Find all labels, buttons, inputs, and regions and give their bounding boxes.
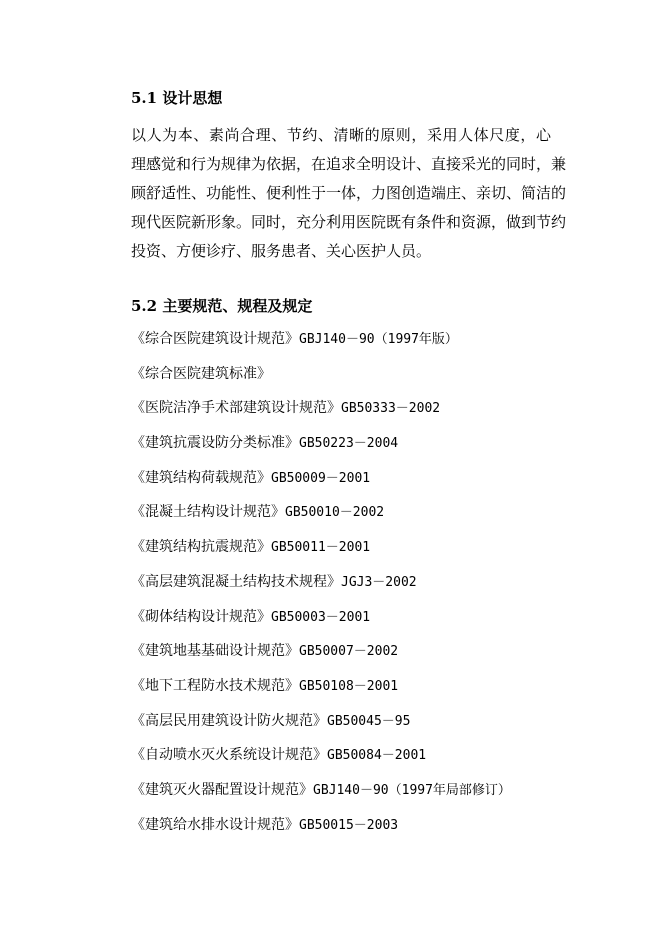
standard-name: 《高层民用建筑设计防火规范》 — [131, 712, 327, 729]
standard-name: 《建筑给水排水设计规范》 — [131, 816, 299, 833]
standard-item — [131, 780, 511, 815]
standard-name: 《建筑抗震设防分类标准》 — [131, 435, 299, 452]
standard-name: 《建筑结构荷载规范》 — [131, 469, 271, 486]
standard-item — [131, 815, 511, 850]
standard-name: 《高层建筑混凝土结构技术规程》 — [131, 573, 341, 590]
standard-code: GB50223－2004 — [299, 436, 399, 452]
standard-code: GB50333－2002 — [341, 401, 441, 417]
standard-item — [131, 676, 511, 711]
paragraph-line: 投资、方便诊疗、服务患者、关心医护人员。 — [131, 242, 432, 260]
standard-name: 《建筑灭火器配置设计规范》 — [131, 781, 313, 798]
standard-item — [131, 641, 511, 676]
standard-item — [131, 572, 511, 607]
paragraph-line: 顾舒适性、功能性、便利性于一体，力图创造端庄、亲切、简洁的 — [131, 184, 567, 202]
standards-list — [131, 329, 511, 849]
standard-name: 《综合医院建筑标准》 — [131, 365, 271, 382]
standard-item — [131, 329, 511, 364]
standard-item — [131, 711, 511, 746]
standard-code: GB50007－2002 — [299, 644, 399, 660]
standard-code: GB50011－2001 — [271, 540, 371, 556]
standard-item — [131, 398, 511, 433]
standard-item — [131, 468, 511, 503]
standard-name: 《医院洁净手术部建筑设计规范》 — [131, 400, 341, 417]
section-heading-design-concept: 5.1 设计思想 — [131, 89, 223, 107]
standard-code: GB50010－2002 — [285, 505, 385, 521]
standard-code: GB50108－2001 — [299, 678, 399, 694]
standard-name: 《砌体结构设计规范》 — [131, 608, 271, 625]
standard-item — [131, 607, 511, 642]
standard-item — [131, 537, 511, 572]
standard-name: 《地下工程防水技术规范》 — [131, 677, 299, 694]
standard-code: JGJ3－2002 — [341, 574, 417, 590]
standard-name: 《建筑地基基础设计规范》 — [131, 643, 299, 660]
standard-code: GB50003－2001 — [271, 609, 371, 625]
standard-item — [131, 364, 511, 399]
standard-code: GB50009－2001 — [271, 470, 371, 486]
section-heading-standards: 5.2 主要规范、规程及规定 — [131, 297, 313, 315]
paragraph-line: 现代医院新形象。同时，充分利用医院既有条件和资源，做到节约 — [131, 213, 567, 231]
standard-code: GB50015－2003 — [299, 817, 399, 833]
standard-item — [131, 502, 511, 537]
standard-code: GBJ140－90（1997年局部修订） — [313, 782, 511, 798]
standard-name: 《建筑结构抗震规范》 — [131, 539, 271, 556]
standard-item — [131, 745, 511, 780]
standard-name: 《混凝土结构设计规范》 — [131, 504, 285, 521]
standard-name: 《综合医院建筑设计规范》 — [131, 331, 299, 347]
paragraph-line: 理感觉和行为规律为依据，在追求全明设计、直接采光的同时，兼 — [131, 155, 567, 173]
paragraph-line: 以人为本、素尚合理、节约、清晰的原则，采用人体尺度，心 — [131, 126, 551, 144]
standard-code: GBJ140－90（1997年版） — [299, 332, 458, 347]
standard-code: GB50084－2001 — [327, 748, 427, 764]
design-concept-paragraph — [131, 121, 567, 266]
standard-name: 《自动喷水灭火系统设计规范》 — [131, 747, 327, 764]
standard-code: GB50045－95 — [327, 713, 411, 729]
standard-item — [131, 433, 511, 468]
